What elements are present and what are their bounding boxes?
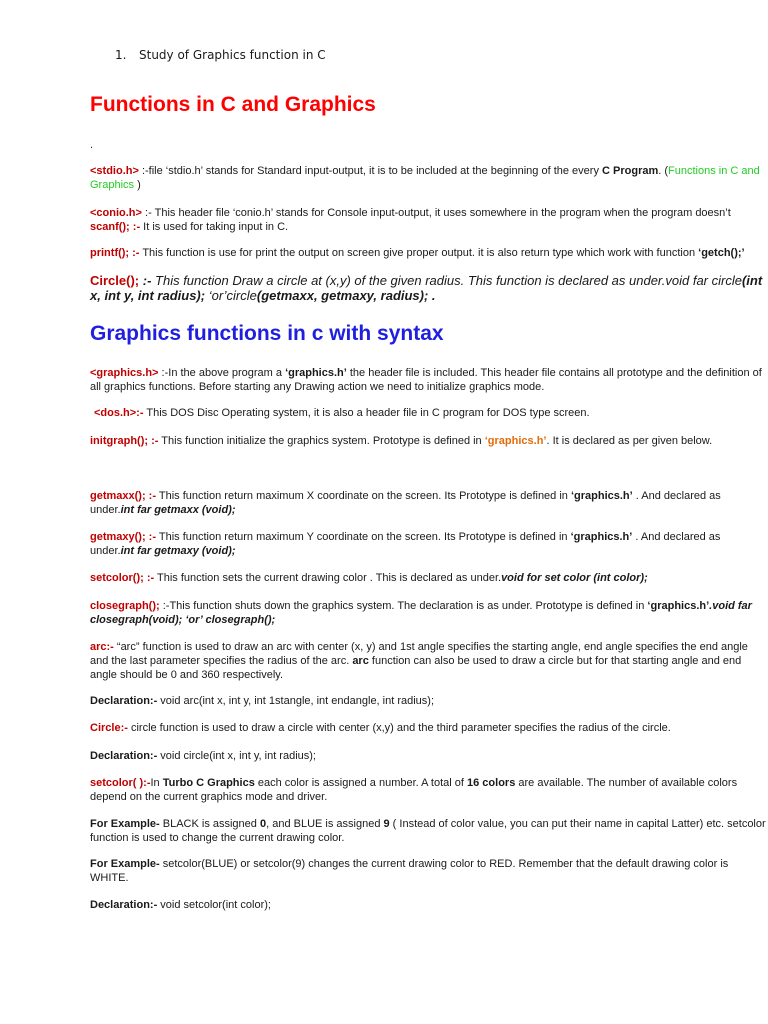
numbered-list-item: [115, 48, 326, 62]
stdio-label: <stdio.h>: [90, 165, 139, 177]
circle-label-suffix: :-: [139, 273, 152, 288]
decl-setcolor-text: void setcolor(int color);: [157, 899, 271, 911]
getmaxx-text2: . And declared as under.: [90, 490, 721, 516]
example1-b1: 0: [259, 818, 267, 830]
printf-label: printf(); :-: [90, 247, 140, 259]
circle-def-label: Circle:-: [90, 722, 128, 734]
scanf-label: scanf(); :-: [90, 221, 141, 233]
arc-bold: arc: [352, 655, 369, 667]
printf-paragraph: [90, 246, 766, 260]
setcolor-paragraph: [90, 571, 766, 585]
getmaxx-label: getmaxx(); :-: [90, 490, 157, 502]
arc-label: arc:-: [90, 641, 114, 653]
dot-paragraph: .: [90, 139, 94, 151]
getmaxx-text: This function return maximum X coordinate on the screen. Its Prototype is defined in: [156, 490, 571, 502]
dos-h-paragraph: [94, 406, 768, 420]
decl-setcolor-label: Declaration:-: [90, 899, 158, 911]
setcolor2-text2: each color is assigned a number. A total of: [254, 777, 468, 789]
conio-paragraph: [90, 206, 766, 234]
closegraph-decl: .void far closegraph(void); ‘or’ closegraph();: [90, 600, 752, 626]
heading-graphics-functions: Graphics functions in c with syntax: [90, 322, 444, 345]
stdio-bold: C Program: [602, 165, 659, 177]
setcolor2-bold: Turbo C Graphics: [162, 777, 255, 789]
printf-text: This function is use for print the output on screen give proper output. it is also return type which work with function: [139, 247, 699, 259]
example1-text: BLACK is assigned: [159, 818, 260, 830]
decl-setcolor-paragraph: [90, 898, 766, 912]
getmaxx-bold: ‘graphics.h’: [570, 490, 633, 502]
closegraph-text: :-This function shuts down the graphics system. The declaration is as under. Prototype is defined in: [159, 600, 648, 612]
setcolor-decl: void for set color (int color);: [501, 572, 648, 584]
setcolor-text: This function sets the current drawing color . This is declared as under.: [154, 572, 502, 584]
arc-paragraph: [90, 640, 766, 682]
graphics-h-paragraph: [90, 366, 766, 394]
dos-h-text: This DOS Disc Operating system, it is also a header file in C program for DOS type screen.: [143, 407, 590, 419]
setcolor-label: setcolor(); :-: [90, 572, 155, 584]
initgraph-text2: . It is declared as per given below.: [546, 435, 713, 447]
setcolor2-text: In: [150, 777, 163, 789]
list-number: 1.: [115, 48, 127, 62]
setcolor2-label: setcolor( ):-: [90, 777, 151, 789]
getmaxx-decl: int far getmaxx (void);: [120, 504, 236, 516]
stdio-postlink: ): [134, 179, 141, 191]
getmaxy-bold: ‘graphics.h’: [570, 531, 633, 543]
decl-circle-text: void circle(int x, int y, int radius);: [157, 750, 316, 762]
stdio-prelink: . (: [658, 165, 669, 177]
graphics-h-text2: the header file is included. This header file contains all prototype and the definition of all graphics functions. Before starting any Drawing action we need to initialize graphics mode.: [90, 367, 762, 393]
example2-text: setcolor(BLUE) or setcolor(9) changes the current drawing color to RED. Remember that the default drawing color is WHITE.: [90, 858, 729, 884]
decl-arc-label: Declaration:-: [90, 695, 158, 707]
dos-h-label: <dos.h>:-: [94, 407, 144, 419]
initgraph-label: initgraph(); :-: [90, 435, 159, 447]
stdio-text: :-file ‘stdio.h’ stands for Standard input-output, it is to be included at the beginning of the every: [138, 165, 603, 177]
example1-b2: 9: [383, 818, 390, 830]
conio-label: <conio.h>: [90, 207, 142, 219]
heading-functions-in-c: Functions in C and Graphics: [90, 93, 376, 116]
circle-text2: ‘or’circle: [205, 288, 257, 303]
scanf-text: It is used for taking input in C.: [140, 221, 289, 233]
getmaxy-label: getmaxy(); :-: [90, 531, 157, 543]
getmaxx-paragraph: [90, 489, 766, 517]
getmaxy-decl: int far getmaxy (void);: [120, 545, 236, 557]
initgraph-orange: ‘graphics.h’: [484, 435, 547, 447]
setcolor2-bold2: 16 colors: [467, 777, 516, 789]
closegraph-bold: ‘graphics.h’: [647, 600, 710, 612]
closegraph-paragraph: [90, 599, 766, 627]
getmaxy-text: This function return maximum Y coordinate on the screen. Its Prototype is defined in: [156, 531, 571, 543]
closegraph-label: closegraph();: [90, 600, 160, 612]
conio-text: :- This header file ‘conio.h’ stands for Console input-output, it uses somewhere in the program when the program doesn’t: [141, 207, 731, 219]
printf-bold: ‘getch();’: [698, 247, 745, 259]
example2-label: For Example-: [90, 858, 160, 870]
decl-arc-paragraph: [90, 694, 766, 708]
example1-paragraph: [90, 817, 766, 845]
setcolor2-paragraph: [90, 776, 766, 804]
decl-circle-paragraph: [90, 749, 766, 763]
circle-def-text: circle function is used to draw a circle with center (x,y) and the third parameter specifies the radius of the circle.: [127, 722, 671, 734]
getmaxy-paragraph: [90, 530, 766, 558]
arc-text2: function can also be used to draw a circle but for that starting angle and end angle should be 0 and 360 respectively.: [90, 655, 742, 681]
initgraph-text: This function initialize the graphics system. Prototype is defined in: [158, 435, 485, 447]
decl-circle-label: Declaration:-: [90, 750, 158, 762]
decl-arc-text: void arc(int x, int y, int 1stangle, int endangle, int radius);: [157, 695, 435, 707]
circle-def-paragraph: [90, 721, 766, 735]
initgraph-paragraph: [90, 434, 766, 448]
example1-text2: , and BLUE is assigned: [266, 818, 384, 830]
circle-paragraph: [90, 273, 766, 303]
circle-label: Circle();: [90, 273, 140, 288]
example1-label: For Example-: [90, 818, 160, 830]
functions-link[interactable]: Functions in C and Graphics: [90, 165, 760, 191]
example1-text3: ( Instead of color value, you can put their name in capital Latter) etc. setcolor function is used to change the current drawing color.: [90, 818, 766, 844]
arc-text: “arc” function is used to draw an arc with center (x, y) and 1st angle specifies the starting angle, end angle specifies the end angle and the last parameter specifies the radius of the arc.: [90, 641, 748, 667]
circle-text: This function Draw a circle at (x,y) of the given radius. This function is declared as under.void far circle: [151, 273, 742, 288]
graphics-h-bold: ‘graphics.h’: [285, 367, 347, 379]
example2-paragraph: [90, 857, 766, 885]
stdio-paragraph: [90, 164, 766, 192]
graphics-h-text: :-In the above program a: [158, 367, 286, 379]
circle-bold2: (getmaxx, getmaxy, radius); .: [256, 288, 436, 303]
list-text: Study of Graphics function in C: [139, 48, 326, 62]
setcolor2-text3: are available. The number of available colors depend on the current graphics mode and driver.: [90, 777, 738, 803]
graphics-h-label: <graphics.h>: [90, 367, 159, 379]
circle-bold1: (int x, int y, int radius);: [90, 273, 763, 303]
getmaxy-text2: . And declared as under.: [90, 531, 721, 557]
